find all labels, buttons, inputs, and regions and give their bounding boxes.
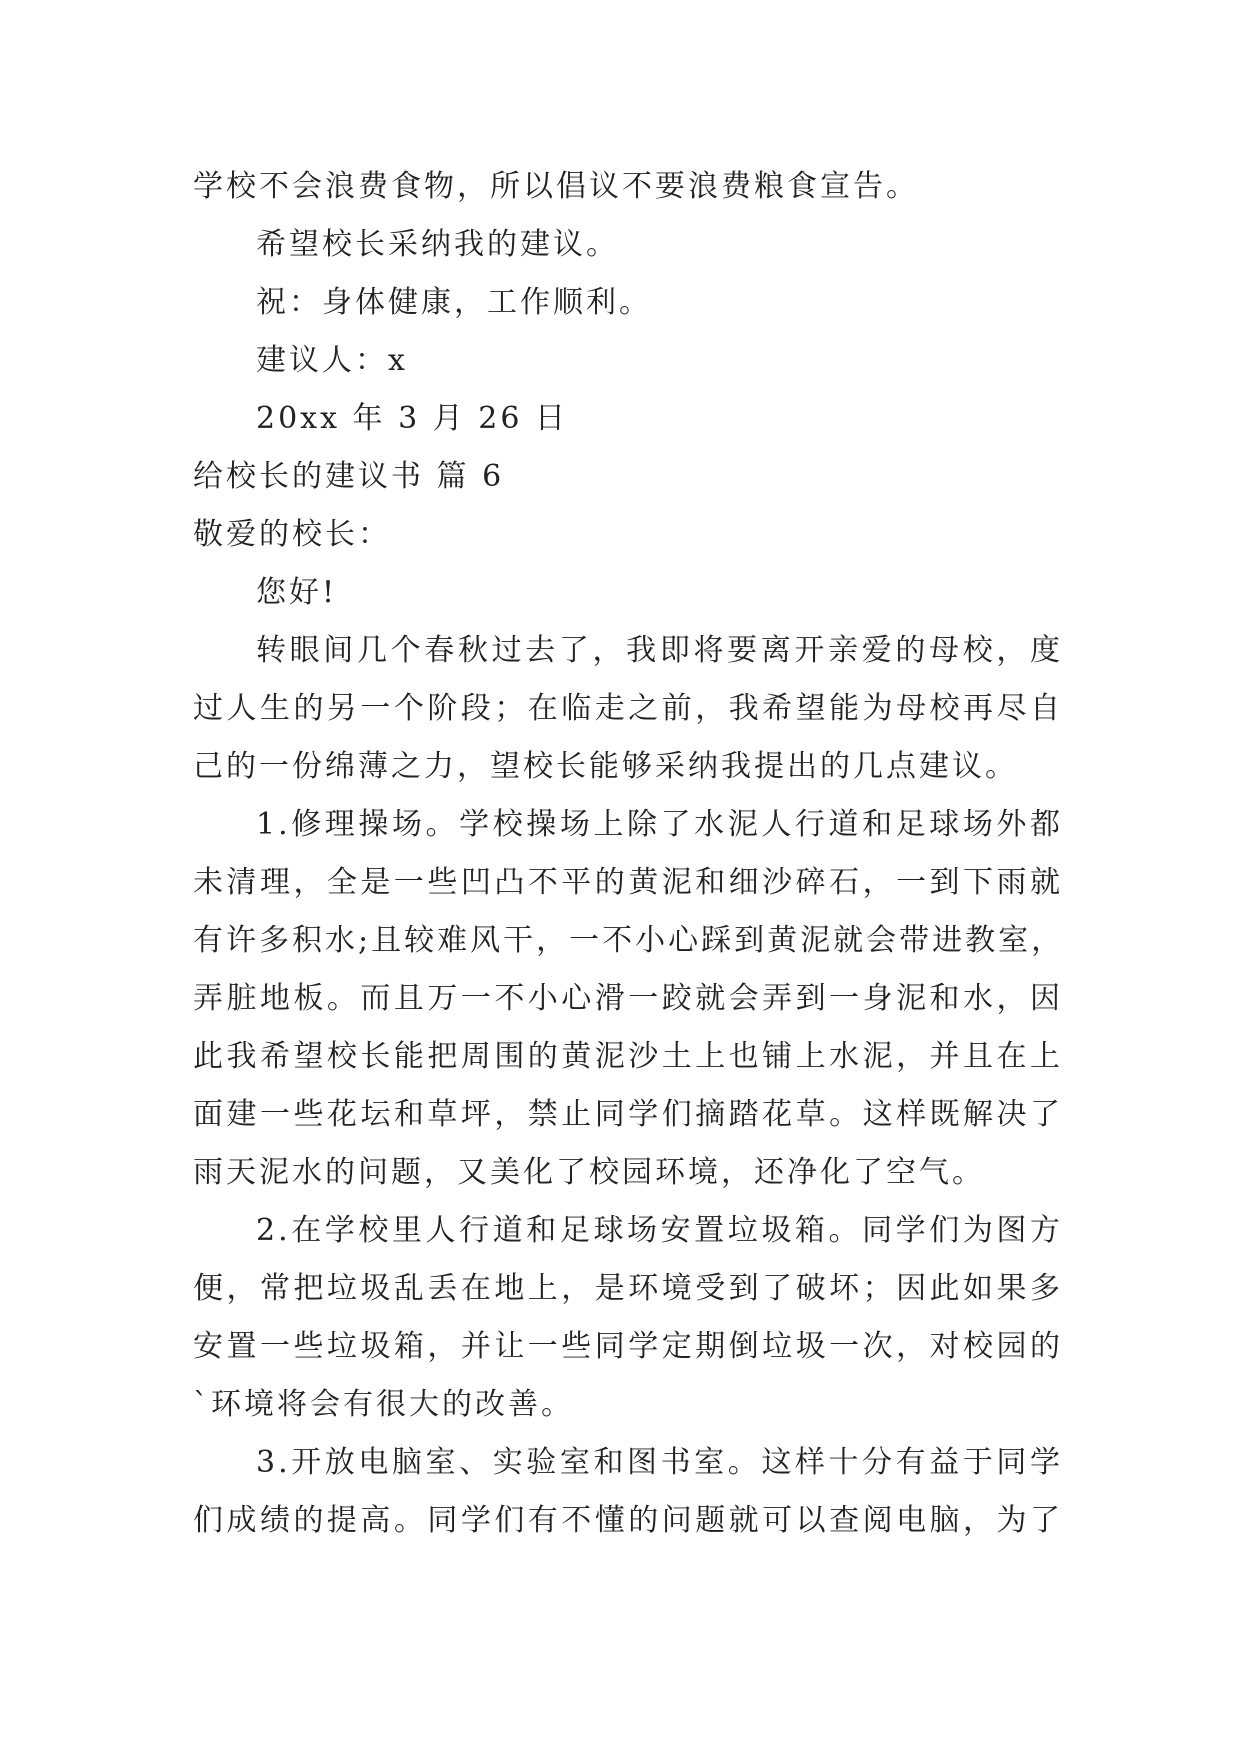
text-line: 们成绩的提高。同学们有不懂的问题就可以查阅电脑，为了 — [193, 1503, 1063, 1538]
text-line: 弄脏地板。而且万一不小心滑一跤就会弄到一身泥和水，因 — [193, 981, 1063, 1016]
text-line: 安置一些垃圾箱，并让一些同学定期倒垃圾一次，对校园的 — [193, 1329, 1063, 1364]
text-line: 转眼间几个春秋过去了，我即将要离开亲爱的母校，度 — [256, 633, 1063, 668]
text-line: 有许多积水;且较难风干，一不小心踩到黄泥就会带进教室， — [193, 923, 1065, 958]
text-line: 过人生的另一个阶段；在临走之前，我希望能为母校再尽自 — [193, 691, 1063, 726]
text-line: 希望校长采纳我的建议。 — [256, 227, 619, 262]
greeting: 您好! — [256, 575, 338, 610]
text-line: 3.开放电脑室、实验室和图书室。这样十分有益于同学 — [256, 1445, 1063, 1480]
text-line: 雨天泥水的问题，又美化了校园环境，还净化了空气。 — [193, 1155, 985, 1190]
text-line: 祝：身体健康，工作顺利。 — [256, 285, 652, 320]
date-line: 20xx 年 3 月 26 日 — [256, 401, 568, 436]
salutation: 敬爱的校长： — [193, 517, 391, 552]
text-line: 学校不会浪费食物，所以倡议不要浪费粮食宣告。 — [193, 169, 919, 204]
letter-body — [193, 158, 1063, 1550]
text-line: 2.在学校里人行道和足球场安置垃圾箱。同学们为图方 — [256, 1213, 1063, 1248]
text-line: 1.修理操场。学校操场上除了水泥人行道和足球场外都 — [256, 807, 1063, 842]
text-line: 此我希望校长能把周围的黄泥沙土上也铺上水泥，并且在上 — [193, 1039, 1063, 1074]
text-line: `环境将会有很大的改善。 — [193, 1387, 574, 1422]
signature-line: 建议人：x — [256, 343, 408, 378]
text-line: 未清理，全是一些凹凸不平的黄泥和细沙碎石，一到下雨就 — [193, 865, 1063, 900]
text-line: 己的一份绵薄之力，望校长能够采纳我提出的几点建议。 — [193, 749, 1018, 784]
text-line: 便，常把垃圾乱丢在地上，是环境受到了破坏；因此如果多 — [193, 1271, 1063, 1306]
section-title: 给校长的建议书 篇 6 — [193, 459, 505, 494]
text-line: 面建一些花坛和草坪，禁止同学们摘踏花草。这样既解决了 — [193, 1097, 1063, 1132]
